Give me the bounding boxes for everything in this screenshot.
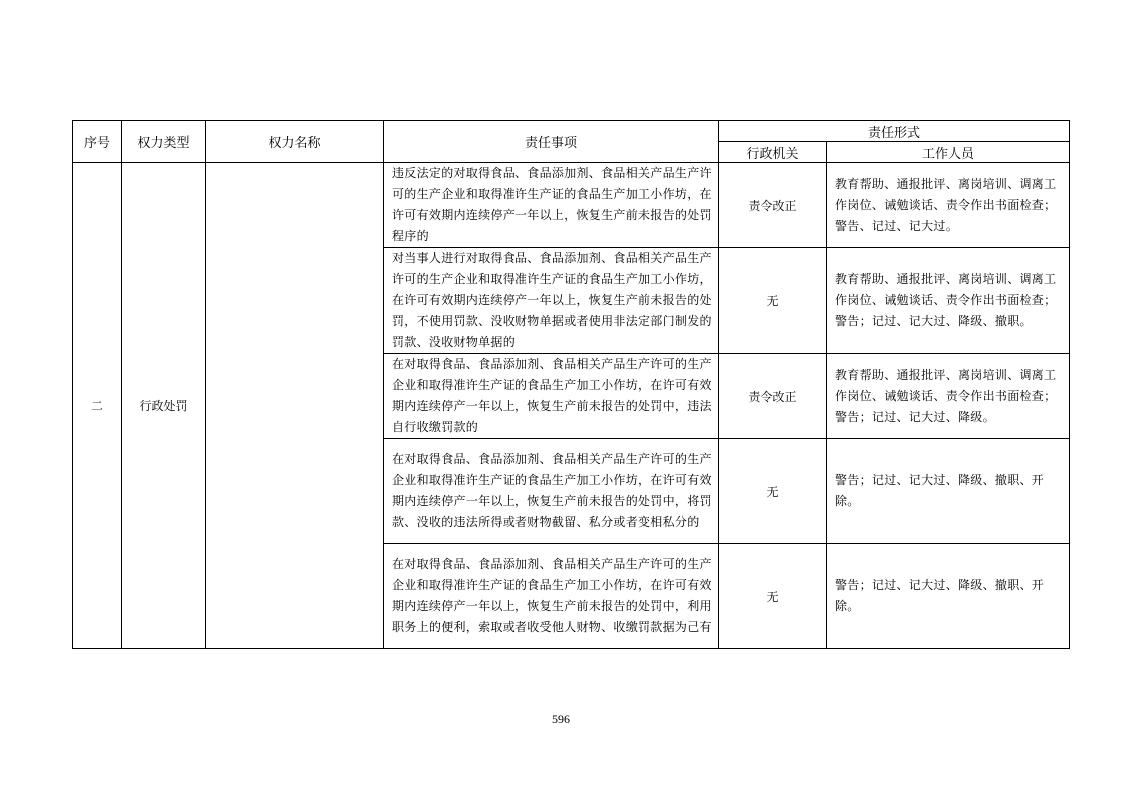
admin-org-cell: 无 — [719, 439, 827, 544]
group-power-type: 行政处罚 — [122, 163, 206, 649]
header-power-type: 权力类型 — [122, 121, 206, 163]
duty-matter-cell: 在对取得食品、食品添加剂、食品相关产品生产许可的生产企业和取得准许生产证的食品生产加工小作坊，在许可有效期内连续停产一年以上，恢复生产前未报告的处罚中，将罚款、没收的违法所得或者财物截留、私分或者变相私分的 — [384, 439, 719, 544]
duty-matter-cell: 在对取得食品、食品添加剂、食品相关产品生产许可的生产企业和取得准许生产证的食品生产加工小作坊，在许可有效期内连续停产一年以上，恢复生产前未报告的处罚中，违法自行收缴罚款的 — [384, 354, 719, 439]
header-duty-form: 责任形式 — [719, 121, 1070, 142]
header-admin-org: 行政机关 — [719, 142, 827, 163]
staff-cell: 警告；记过、记大过、降级、撤职、开除。 — [827, 544, 1070, 649]
staff-cell: 教育帮助、通报批评、离岗培训、调离工作岗位、诫勉谈话、责令作出书面检查；警告、记过、记大过。 — [827, 163, 1070, 248]
admin-org-cell: 无 — [719, 248, 827, 354]
admin-org-cell: 无 — [719, 544, 827, 649]
duty-matter-cell: 在对取得食品、食品添加剂、食品相关产品生产许可的生产企业和取得准许生产证的食品生产加工小作坊，在许可有效期内连续停产一年以上，恢复生产前未报告的处罚中，利用职务上的便利，索取或者收受他人财物、收缴罚款据为己有 — [384, 544, 719, 649]
staff-cell: 教育帮助、通报批评、离岗培训、调离工作岗位、诫勉谈话、责令作出书面检查；警告；记过、记大过、降级。 — [827, 354, 1070, 439]
group-seq: 二 — [73, 163, 122, 649]
staff-cell: 警告；记过、记大过、降级、撤职、开除。 — [827, 439, 1070, 544]
group-power-name — [206, 163, 384, 649]
header-seq: 序号 — [73, 121, 122, 163]
header-staff: 工作人员 — [827, 142, 1070, 163]
admin-org-cell: 责令改正 — [719, 354, 827, 439]
duty-matter-cell: 对当事人进行对取得食品、食品添加剂、食品相关产品生产许可的生产企业和取得准许生产证的食品生产加工小作坊，在许可有效期内连续停产一年以上，恢复生产前未报告的处罚，不使用罚款、没收财物单据或者使用非法定部门制发的罚款、没收财物单据的 — [384, 248, 719, 354]
table-row — [73, 163, 1070, 248]
page-number: 596 — [552, 712, 570, 726]
header-duty-matter: 责任事项 — [384, 121, 719, 163]
duty-table — [72, 120, 1070, 649]
duty-matter-cell: 违反法定的对取得食品、食品添加剂、食品相关产品生产许可的生产企业和取得准许生产证的食品生产加工小作坊，在许可有效期内连续停产一年以上，恢复生产前未报告的处罚程序的 — [384, 163, 719, 248]
staff-cell: 教育帮助、通报批评、离岗培训、调离工作岗位、诫勉谈话、责令作出书面检查；警告；记过、记大过、降级、撤职。 — [827, 248, 1070, 354]
header-power-name: 权力名称 — [206, 121, 384, 163]
admin-org-cell: 责令改正 — [719, 163, 827, 248]
